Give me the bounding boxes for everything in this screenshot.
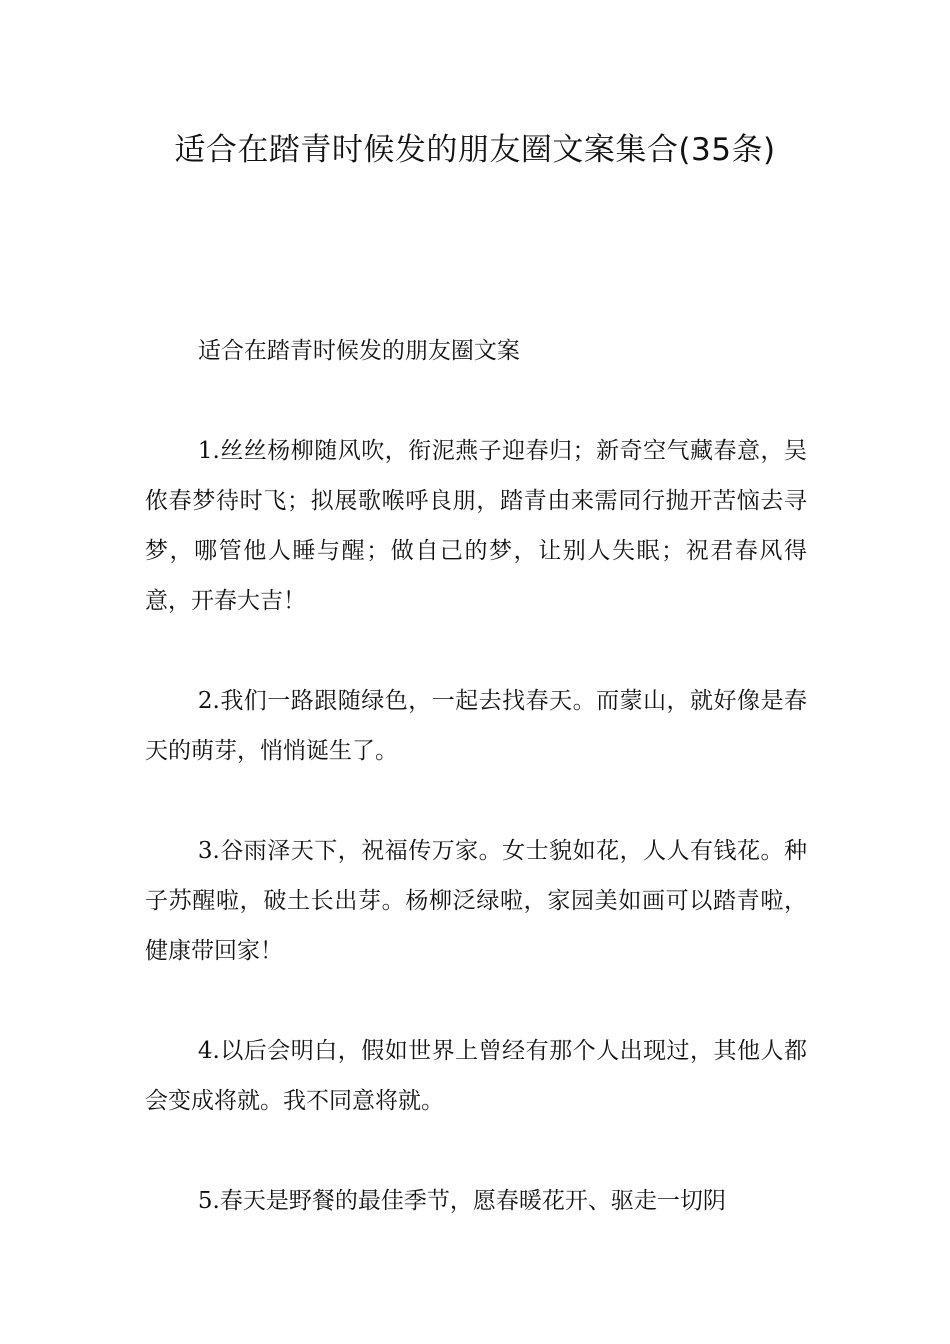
paragraph-4: 4.以后会明白，假如世界上曾经有那个人出现过，其他人都会变成将就。我不同意将就。	[145, 1038, 807, 1114]
paragraph-2: 2.我们一路跟随绿色，一起去找春天。而蒙山，就好像是春天的萌芽，悄悄诞生了。	[145, 688, 807, 764]
paragraph-5: 5.春天是野餐的最佳季节，愿春暖花开、驱走一切阴	[197, 1188, 726, 1214]
paragraph-3: 3.谷雨泽天下，祝福传万家。女士貌如花，人人有钱花。种子苏醒啦，破土长出芽。杨柳泛绿啦，家园美如画可以踏青啦，健康带回家！	[145, 838, 807, 964]
paragraph-1: 1.丝丝杨柳随风吹，衔泥燕子迎春归；新奇空气藏春意，吴侬春梦待时飞；拟展歌喉呼良朋，踏青由来需同行抛开苦恼去寻梦，哪管他人睡与醒；做自己的梦，让别人失眠；祝君春风得意，开春大吉！	[145, 438, 807, 614]
document-title: 适合在踏青时候发的朋友圈文案集合(35条)	[174, 132, 776, 168]
section-heading: 适合在踏青时候发的朋友圈文案	[197, 338, 520, 364]
document-body	[145, 326, 807, 1226]
